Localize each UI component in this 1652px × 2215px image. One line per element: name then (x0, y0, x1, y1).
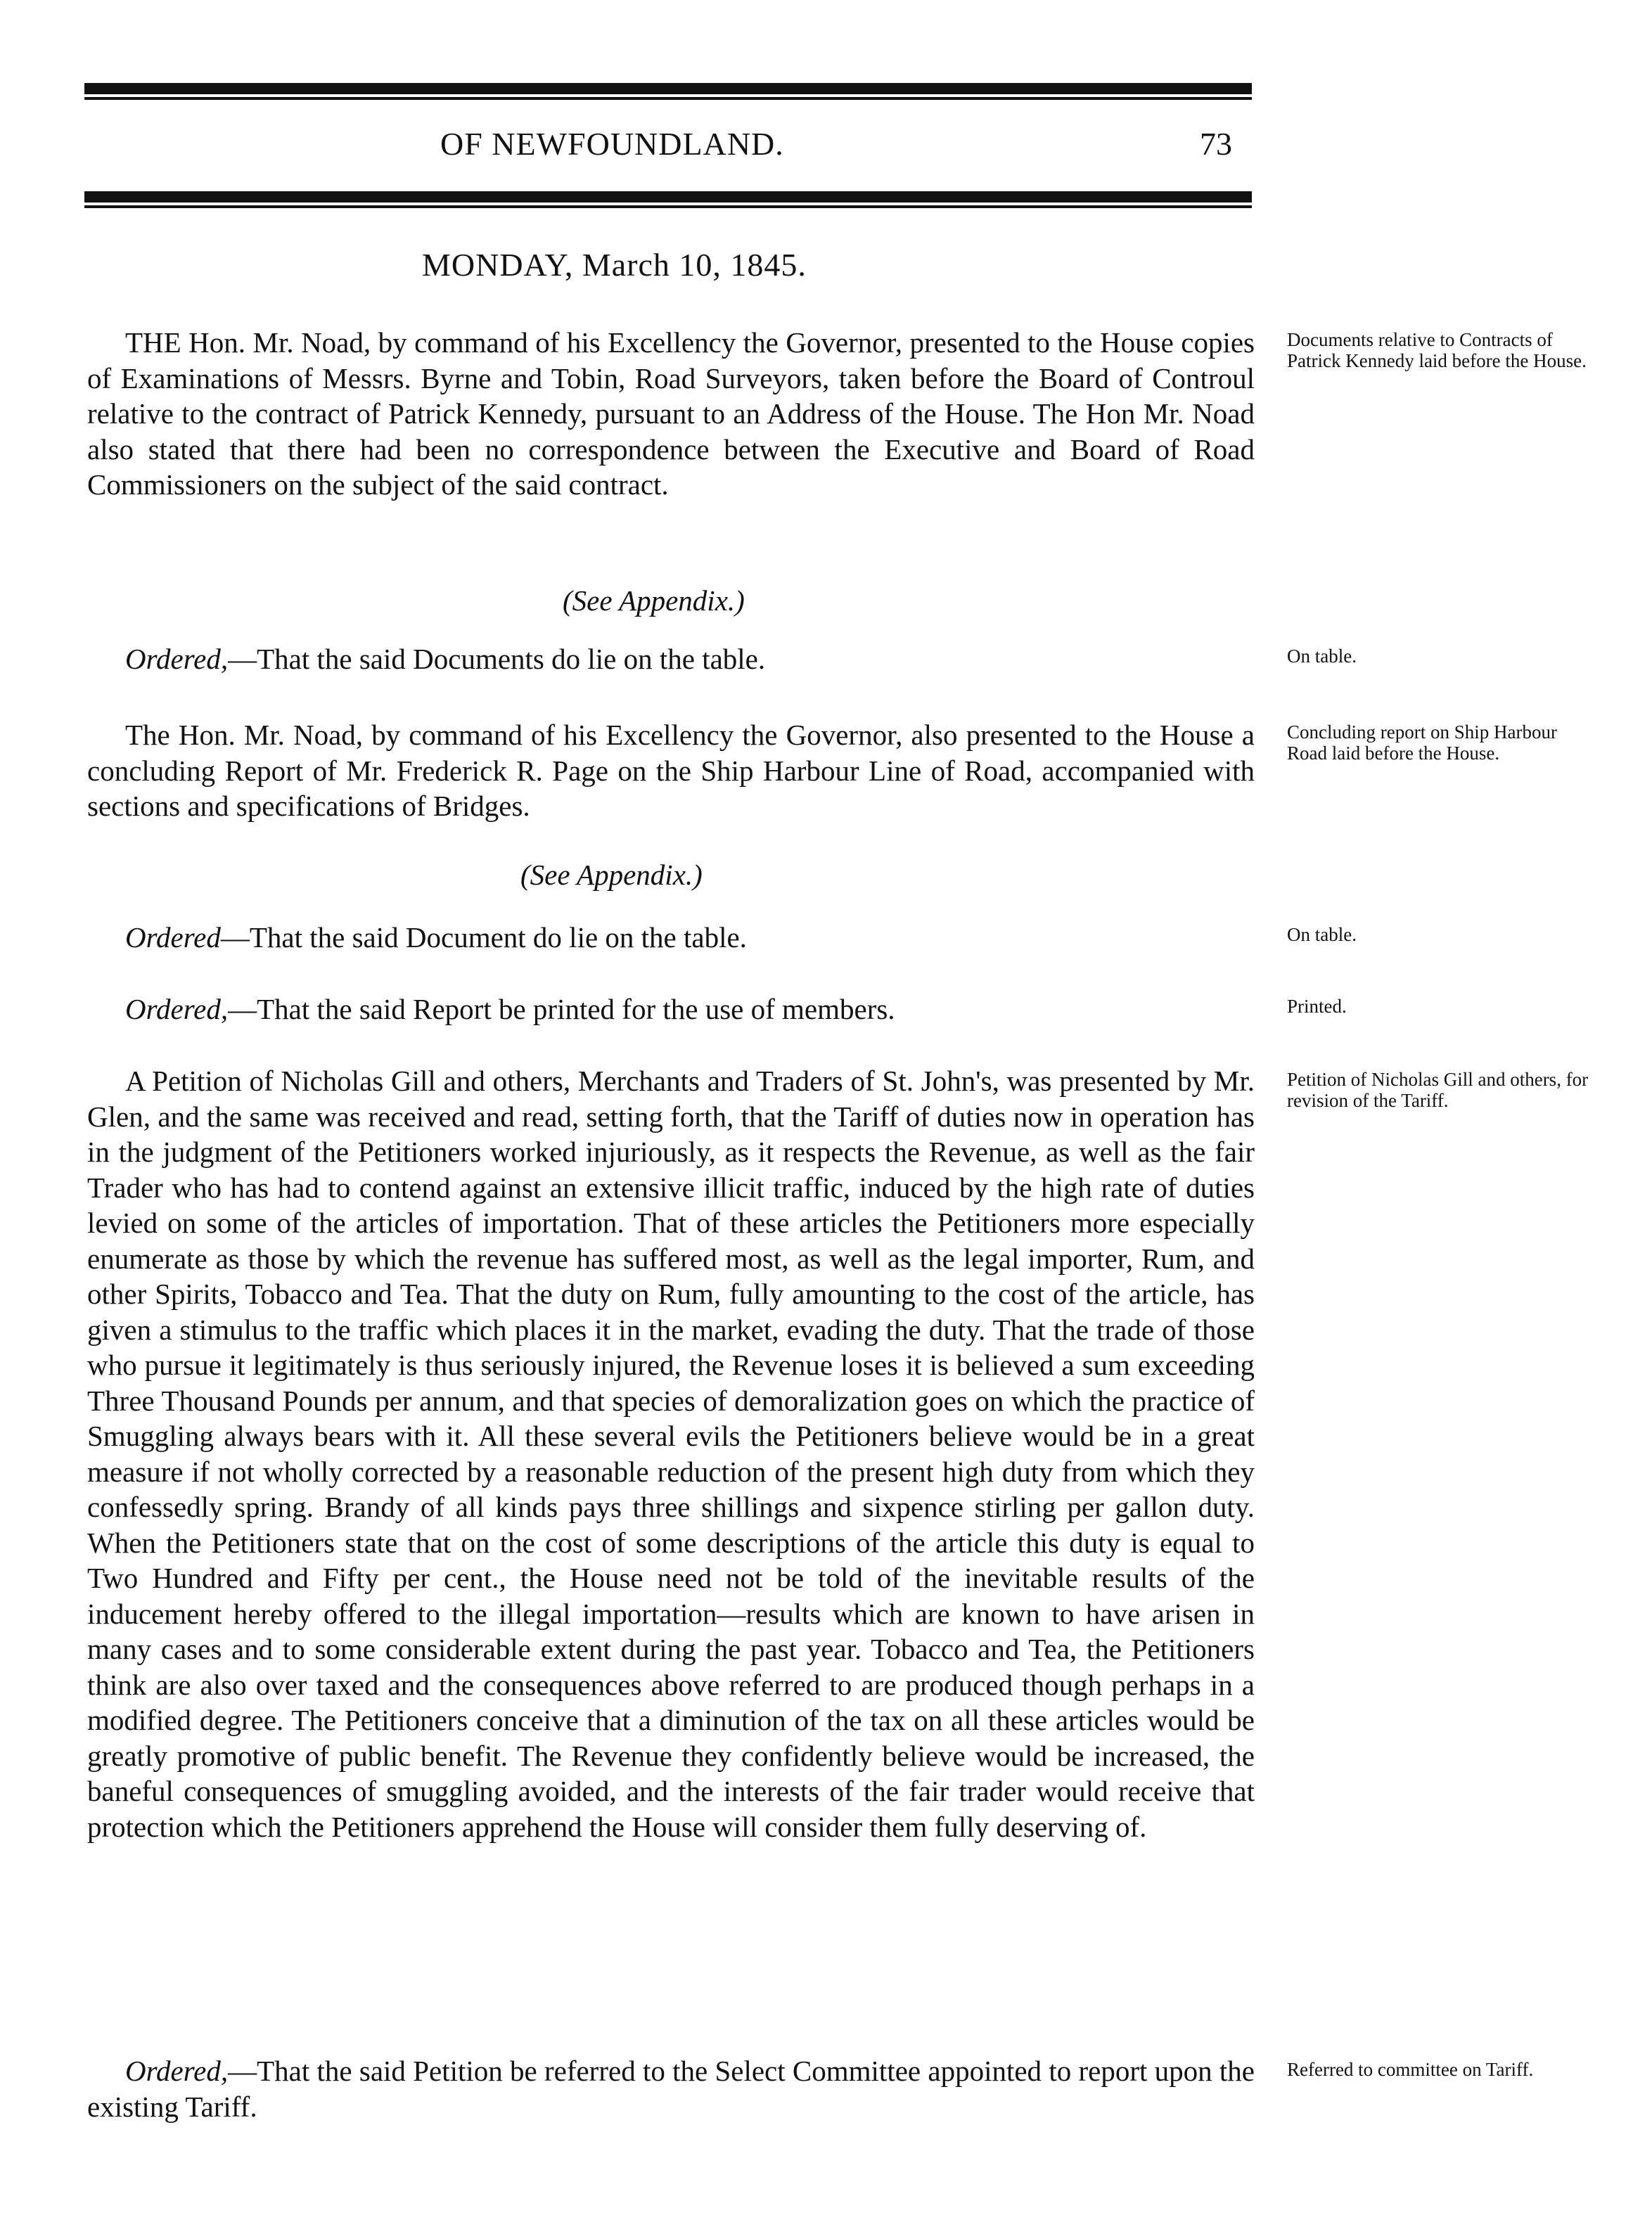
paragraph-ordered-documents-table (87, 641, 1255, 677)
paragraph-ordered-document-table (87, 920, 1255, 956)
header-rule-thin (84, 205, 1252, 208)
margin-note-committee-tariff: Referred to committee on Tariff. (1287, 2059, 1534, 2080)
margin-note-on-table: On table. (1287, 924, 1357, 945)
paragraph-text: —That the said Documents do lie on the table. (228, 643, 766, 675)
margin-note-printed: Printed. (1287, 996, 1347, 1017)
header-rule (84, 191, 1252, 203)
top-rule (84, 83, 1252, 94)
appendix-reference: (See Appendix.) (563, 584, 745, 617)
ordered-label: Ordered (125, 921, 221, 954)
paragraph-text: A Petition of Nicholas Gill and others, Merchants and Traders of St. John's, was presented by Mr. Glen, and the same was received and read, setting forth, that the Tariff of duties now in operation has in the judgment of the Petitioners worked injuriously, as it respects the Revenue, as well as the fair Trader who has had to contend against an extensive illicit traffic, induced by the high rate of duties levied on some of the articles of importation. That of these articles the Petitioners more especially enumerate as those by which the revenue has suffered most, as well as the legal importer, Rum, and other Spirits, Tobacco and Tea. That the duty on Rum, fully amounting to the cost of the article, has given a stimulus to the traffic which places it in the market, evading the duty. That the trade of those who pursue it legitimately is thus seriously injured, the Revenue loses it is believed a sum exceeding Three Thousand Pounds per annum, and that species of demoralization goes on which the practice of Smuggling always bears with it. All these several evils the Petitioners believe would be in a great measure if not wholly corrected by a reasonable reduction of the present high duty from which they confessedly spring. Brandy of all kinds pays three shillings and sixpence stirling per gallon duty. When the Petitioners state that on the cost of some descriptions of the article this duty is equal to Two Hundred and Fifty per cent., the House need not be told of the inevitable results of the inducement hereby offered to the illegal importation—results which are known to have arisen in many cases and to some considerable extent during the past year. Tobacco and Tea, the Petitioners think are also over taxed and the consequences above referred to are produced though perhaps in a modified degree. The Petitioners conceive that a diminution of the tax on all these articles would be greatly promotive of public benefit. The Revenue they confidently believe would be increased, the baneful consequences of smuggling avoided, and the interests of the fair trader would receive that protection which the Petitioners apprehend the House will consider them fully deserving of. (87, 1065, 1255, 1843)
margin-note-on-table: On table. (1287, 646, 1357, 667)
margin-note-documents-kennedy: Documents relative to Contracts of Patrick Kennedy laid before the House. (1287, 329, 1587, 371)
paragraph-ordered-petition-committee (87, 2053, 1255, 2124)
ordered-label: Ordered, (125, 993, 229, 1025)
margin-note-petition-gill: Petition of Nicholas Gill and others, for revision of the Tariff. (1287, 1069, 1589, 1111)
ordered-label: Ordered, (125, 643, 229, 675)
paragraph-text: —That the said Petition be referred to the Select Committee appointed to report upon the existing Tariff. (87, 2055, 1255, 2123)
margin-note-ship-harbour: Concluding report on Ship Harbour Road laid before the House. (1287, 721, 1557, 764)
appendix-reference: (See Appendix.) (520, 859, 703, 891)
ordered-label: Ordered, (125, 2055, 229, 2087)
paragraph-ship-harbour-report (87, 717, 1255, 824)
date-heading: MONDAY, March 10, 1845. (422, 247, 807, 283)
paragraph-text: —That the said Report be printed for the use of members. (228, 993, 895, 1025)
paragraph-text: THE Hon. Mr. Noad, by command of his Excellency the Governor, presented to the House copies of Examinations of Messrs. Byrne and Tobin, Road Surveyors, taken before the Board of Controul relative to the contract of Patrick Kennedy, pursuant to an Address of the House. The Hon Mr. Noad also stated that there had been no correspondence between the Executive and Board of Road Commissioners on the subject of the said contract. (87, 326, 1255, 501)
paragraph-documents-kennedy (87, 325, 1255, 503)
page-number: 73 (1200, 126, 1232, 162)
running-title: OF NEWFOUNDLAND. (440, 126, 784, 162)
top-rule-thin (84, 97, 1252, 100)
paragraph-ordered-report-printed (87, 991, 1255, 1027)
paragraph-petition-gill (87, 1063, 1255, 1844)
paragraph-text: —That the said Document do lie on the table. (220, 921, 747, 954)
paragraph-text: The Hon. Mr. Noad, by command of his Excellency the Governor, also presented to the House a concluding Report of Mr. Frederick R. Page on the Ship Harbour Line of Road, accompanied with sections and specifications of Bridges. (87, 719, 1255, 822)
